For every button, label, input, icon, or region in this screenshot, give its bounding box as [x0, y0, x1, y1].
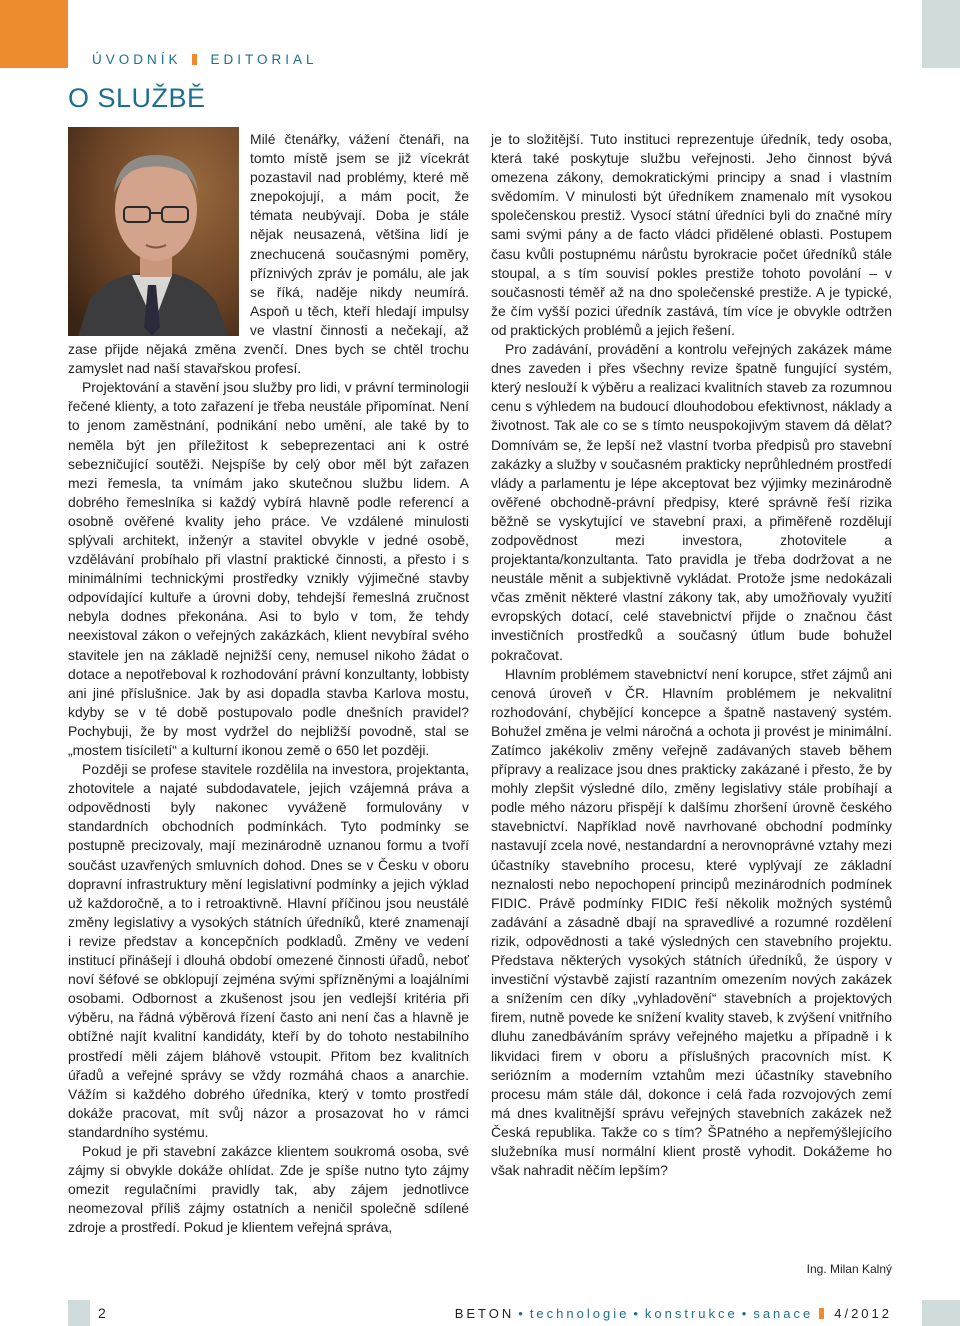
section-label-en: EDITORIAL — [210, 52, 318, 67]
footer-tag-konstrukce: konstrukce — [644, 1306, 738, 1321]
footer-grey-block — [68, 1300, 90, 1326]
footer-grey-block-right — [922, 1300, 960, 1326]
section-label-cz: ÚVODNÍK — [92, 52, 182, 67]
footer-tag-sanace: sanace — [753, 1306, 814, 1321]
bullet-icon: • — [741, 1306, 750, 1321]
text-column-left — [68, 130, 469, 1237]
header-orange-block — [0, 0, 68, 68]
author-signature: Ing. Milan Kalný — [806, 1262, 892, 1276]
kicker-separator — [192, 54, 197, 65]
bullet-icon: • — [518, 1306, 526, 1321]
page-number: 2 — [98, 1305, 106, 1321]
bullet-icon: • — [633, 1306, 641, 1321]
paragraph: Později se profese stavitele rozdělila na investora, projektanta, zhotovitele a najaté subdodavatele, jejich vzájemná práva a odpovědnosti byly nakonec vyváženě formulovány v standardních obchodních podmínkách. Tyto podmínky se postupně precizovaly, mají mezinárodně uznanou formu a tvoří součást uzavřených smluvních dohod. Dnes se v Česku v oboru dopravní infrastruktury mění legislativní podmínky a jejich výklad už každoročně, a to i retroaktivně. Hlavní příčinou jsou neustálé změny legislativy a vysokých státních úředníků, které znamenají i revize představ a koncepčních podkladů. Změny ve vedení institucí přinášejí i dlouhá období omezené činnosti úřadů, neboť noví šéfové se obklopují zejména svými spřízněnými a loajálními osobami. Odbornost a zkušenost jsou jen vedlejší kritéria při výběru, na řádná výběrová řízení často ani není čas a hlavně je obtížné najít kvalitní kandidáty, kteří by do tohoto nestabilního prostředí měli zájem bláhově vstoupit. Přitom bez kvalitních úřadů a veřejné správy se vždy rozmáhá chaos a anarchie. Vážím si každého dobrého úředníka, který v tomto prostředí dokáže pracovat, mít svůj názor a prosazovat ho v rámci standardního systému. — [68, 761, 469, 1140]
paragraph: Hlavním problémem stavebnictví není korupce, střet zájmů ani cenová úroveň v ČR. Hlavním problémem je nekvalitní rozhodování, chybějící koncepce a špatně nastavený systém. Bohužel změna je velmi náročná a ochota ji provést je minimální. Zatímco jakékoliv změny veřejně zadávaných staveb během přípravy a realizace jsou dnes prakticky zakázané i přesto, že by mohly zlepšit výsledné dílo, změny legislativy stále probíhají a podle mého názoru přispějí k dalšímu zhoršení úrovně českého stavebnictví. Například nově navrhované obchodní podmínky nastavují zcela nové, nestandardní a nerovnoprávné vztahy mezi účastníky stavebního procesu, které vyplývají ze základní neznalosti nebo nepochopení principů mezinárodních podmínek FIDIC. Právě podmínky FIDIC řeší několik možných systémů zadávání a zásadně dbají na spravedlivé a rozumné rozdělení rizik, odpovědnosti a také výsledných cen stavebního projektu. Představa některých vysokých státních úředníků, že úspory v investiční výstavbě zajistí razantním omezením nových zakázek a snížením cen díky „vyhladovění“ stavebních a projektových firem, nutně povede ke snížení kvality staveb, k zvýšení vnitřního dluhu zanedbáváním správy veřejného majetku a případně i k likvidaci firem v oboru a příslušných pracovních míst. K seriózním a moderním vztahům mezi účastníky stavebního procesu mám stále dál, dokonce i celá řada rozvojových zemí má dnes kvalitnější správu veřejných stavebních zakázek než Česká republika. Takže co s tím? ŠPatného a nepřemýšlejícího služebníka musí normální klient prostě vyhodit. Dokážeme ho však nahradit něčím lepším? — [491, 665, 892, 1179]
issue-number: 4/2012 — [834, 1306, 892, 1321]
paragraph: Pokud je při stavební zakázce klientem soukromá osoba, své zájmy si obvykle dokáže ohlídat. Zde je spíše nutno tyto zájmy omezit regulačními pravidly tak, aby zájem jednotlivce neomezoval příliš zájmy ostatních a neničil společně sdílené zdroje a prostředí. Pokud je klientem veřejná správa, — [68, 1142, 469, 1236]
footer-tag-technologie: technologie — [529, 1306, 630, 1321]
page-title: O SLUŽBĚ — [68, 83, 206, 113]
paragraph: je to složitější. Tuto instituci reprezentuje úředník, tedy osoba, která také poskytuje službu veřejnosti. Jeho činnost bývá omezena zákony, demokratickými principy a snad i vlastním svědomím. V minulosti být úředníkem znamenalo mít vysokou společenskou prestiž. Vysocí státní úředníci byli do značné míry sami svými pány a de facto vládci přidělené oblasti. Postupem času kvůli postupnému nárůstu byrokracie počet úředníků stále stoupal, a s tím souvisí pokles prestiže tohoto povolání – v současnosti téměř až na dno společenské prestiže. A je typické, že čím vyšší pozici úředník zastává, tím více je obvykle odtržen od praktických problémů a jejich řešení. — [491, 131, 892, 338]
header-grey-block — [922, 0, 960, 68]
photo-spacer — [68, 130, 250, 338]
paragraph: Pro zadávání, provádění a kontrolu veřejných zakázek máme dnes zaveden i přes všechny revize špatně fungující systém, který neslouží k výběru a realizaci kvalitních staveb za rozumnou cenu s výhledem na budoucí dlouhodobou efektivnost, náklady a životnost. Tak ale co se s tímto neuspokojivým stavem dá dělat? Domnívám se, že lepší než vlastní tvorba předpisů pro stavební zakázky a služby v současném prakticky neprůhledném prostředí vlády a parlamentu je lépe akceptovat bez výjimky mezinárodně ověřené obchodně-právní předpisy, které správně řeší rizika běžně se vyskytující ve stavební praxi, a přiměřeně rozdělují zodpovědnost mezi investora, zhotovitele a projektanta/konzultanta. Tato pravidla je třeba dodržovat a ne neustále měnit a subjektivně vykládat. Protože jsme nedokázali včas změnit některé vlastní zákony tak, aby umožňovaly využití evropských dotací, celé stavebnictví přijde o značnou část investičních prostředků a současný útlum bude bohužel pokračovat. — [491, 341, 892, 663]
magazine-name: BETON — [454, 1306, 515, 1321]
footer-magazine-title — [455, 1306, 892, 1321]
footer-separator — [819, 1308, 824, 1319]
section-kicker — [92, 52, 318, 67]
paragraph: Milé čtenářky, vážení čtenáři, na tomto místě jsem se již vícekrát pozastavil nad problémy, které mě znepokojují, a mám pocit, že témata neubývají. Doba je stále nějak neusazená, většina lidí je znechucená současnými poměry, příznivých zpráv je pomálu, ale jak se říká, naděje nikdy neumírá. Aspoň u těch, kteří hledají impulsy ve vlastní činnosti a nečekají, až zase přijde nějaká změna zvenčí. Dnes bych se chtěl trochu zamyslet nad naší stavařskou profesí. — [68, 131, 469, 377]
paragraph: Projektování a stavění jsou služby pro lidi, v právní terminologii řečené klienty, a toto zařazení je třeba neustále připomínat. Není to jenom zaměstnání, podnikání nebo umění, ale také by to neměla být jen příležitost k sebeprezentaci ani k ostré sebezničující soutěži. Nejspíše by celý obor měl být zařazen mezi řemesla, ta vnímám jako skutečnou službu lidem. A dobrého řemeslníka si každý vybírá hlavně podle referencí a osobně ověřené kvality jeho práce. Ve vzdálené minulosti splývali architekt, inženýr a stavitel obvykle v jedné osobě, vzdělávání probíhalo při vlastní praktické činnosti, a přesto i s minimálními technickými prostředky vznikly výjimečné stavby odpovídající kultuře a úrovni doby, tehdejší řemeslná zručnost nebyla dodnes překonána. Asi to bylo v tom, že tehdy neexistoval zákon o veřejných zakázkách, klient nevybíral svého stavitele jen na základě nejnižší ceny, nemusel nikoho žádat o dotace a nepotřeboval k rozhodování právní konzultanty, lobbisty ani jiné příslušnice. Jak by asi dopadla stavba Karlova mostu, kdyby se v té době postupovalo podle dnešních pravidel? Pochybuji, že by most vydržel do nejbližší povodně, stal se „mostem tisíciletí“ a kulturní ikonou země o 650 let později. — [68, 379, 469, 758]
text-column-right — [491, 130, 892, 1180]
